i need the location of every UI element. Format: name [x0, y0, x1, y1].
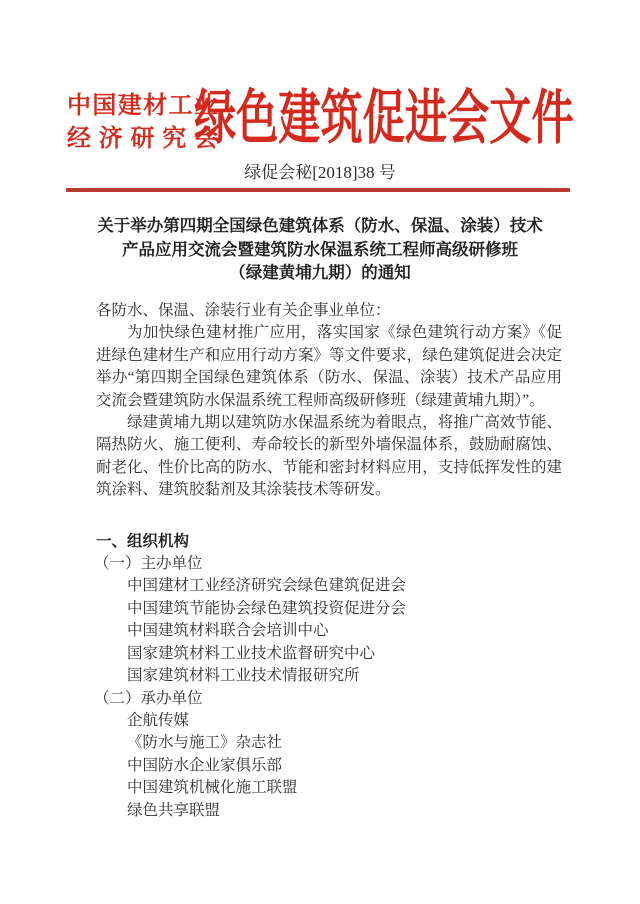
- document-number: 绿促会秘[2018]38 号: [244, 163, 396, 182]
- host-unit-item: 中国建筑节能协会绿色建筑投资促进分会: [127, 599, 407, 617]
- body-paragraph: 绿建黄埔九期以建筑防水保温系统为着眼点，将推广高效节能、隔热防火、施工便利、寿命较长的新型外墙保温体系，鼓励耐腐蚀、耐老化、性价比高的防水、节能和密封材料应用，支持低挥发性的建筑涂料、建筑胶黏剂及其涂装技术等研发。: [96, 414, 562, 499]
- organizer-unit-item: 《防水与施工》杂志社: [127, 734, 283, 752]
- organizer-unit-item: 中国防水企业家俱乐部: [127, 756, 283, 774]
- org-name-line1: 中国建材工业: [67, 93, 218, 119]
- document-body: [96, 300, 562, 822]
- notice-title-line1: 关于举办第四期全国绿色建筑体系（防水、保温、涂装）技术: [97, 217, 543, 235]
- host-unit-item: 中国建材工业经济研究会绿色建筑促进会: [127, 577, 407, 595]
- host-unit-item: 中国建筑材料联合会培训中心: [127, 622, 329, 640]
- body-paragraph: 为加快绿色建材推广应用，落实国家《绿色建筑行动方案》《促进绿色建材生产和应用行动方案》等文件要求，绿色建筑促进会决定举办“第四期全国绿色建筑体系（防水、保温、涂装）技术产品应用交流会暨建筑防水保温系统工程师高级研修班（绿建黄埔九期）”。: [96, 324, 562, 409]
- org-name-line2: 经济研究会: [67, 126, 218, 152]
- organizer-units-label: （二）承办单位: [94, 689, 203, 707]
- host-unit-item: 国家建筑材料工业技术监督研究中心: [127, 644, 376, 662]
- organizer-unit-item: 中国建筑机械化施工联盟: [127, 779, 298, 797]
- section-heading: 一、组织机构: [96, 532, 190, 550]
- organizer-unit-item: 绿色共享联盟: [127, 801, 221, 819]
- host-units-label: （一）主办单位: [94, 555, 203, 573]
- salutation-line: 各防水、保温、涂装行业有关企事业单位：: [96, 302, 391, 319]
- notice-title-line2: 产品应用交流会暨建筑防水保温系统工程师高级研修班: [122, 240, 518, 259]
- host-unit-item: 国家建筑材料工业技术情报研究所: [127, 667, 360, 685]
- organizer-unit-item: 企航传媒: [127, 711, 190, 729]
- notice-title-line3: （绿建黄埔九期）的通知: [229, 264, 411, 282]
- notice-title: [0, 215, 640, 286]
- section-organization: [96, 531, 562, 822]
- letterhead-banner-title: 绿色建筑促进会文件: [194, 85, 574, 151]
- red-separator-rule: [66, 188, 570, 192]
